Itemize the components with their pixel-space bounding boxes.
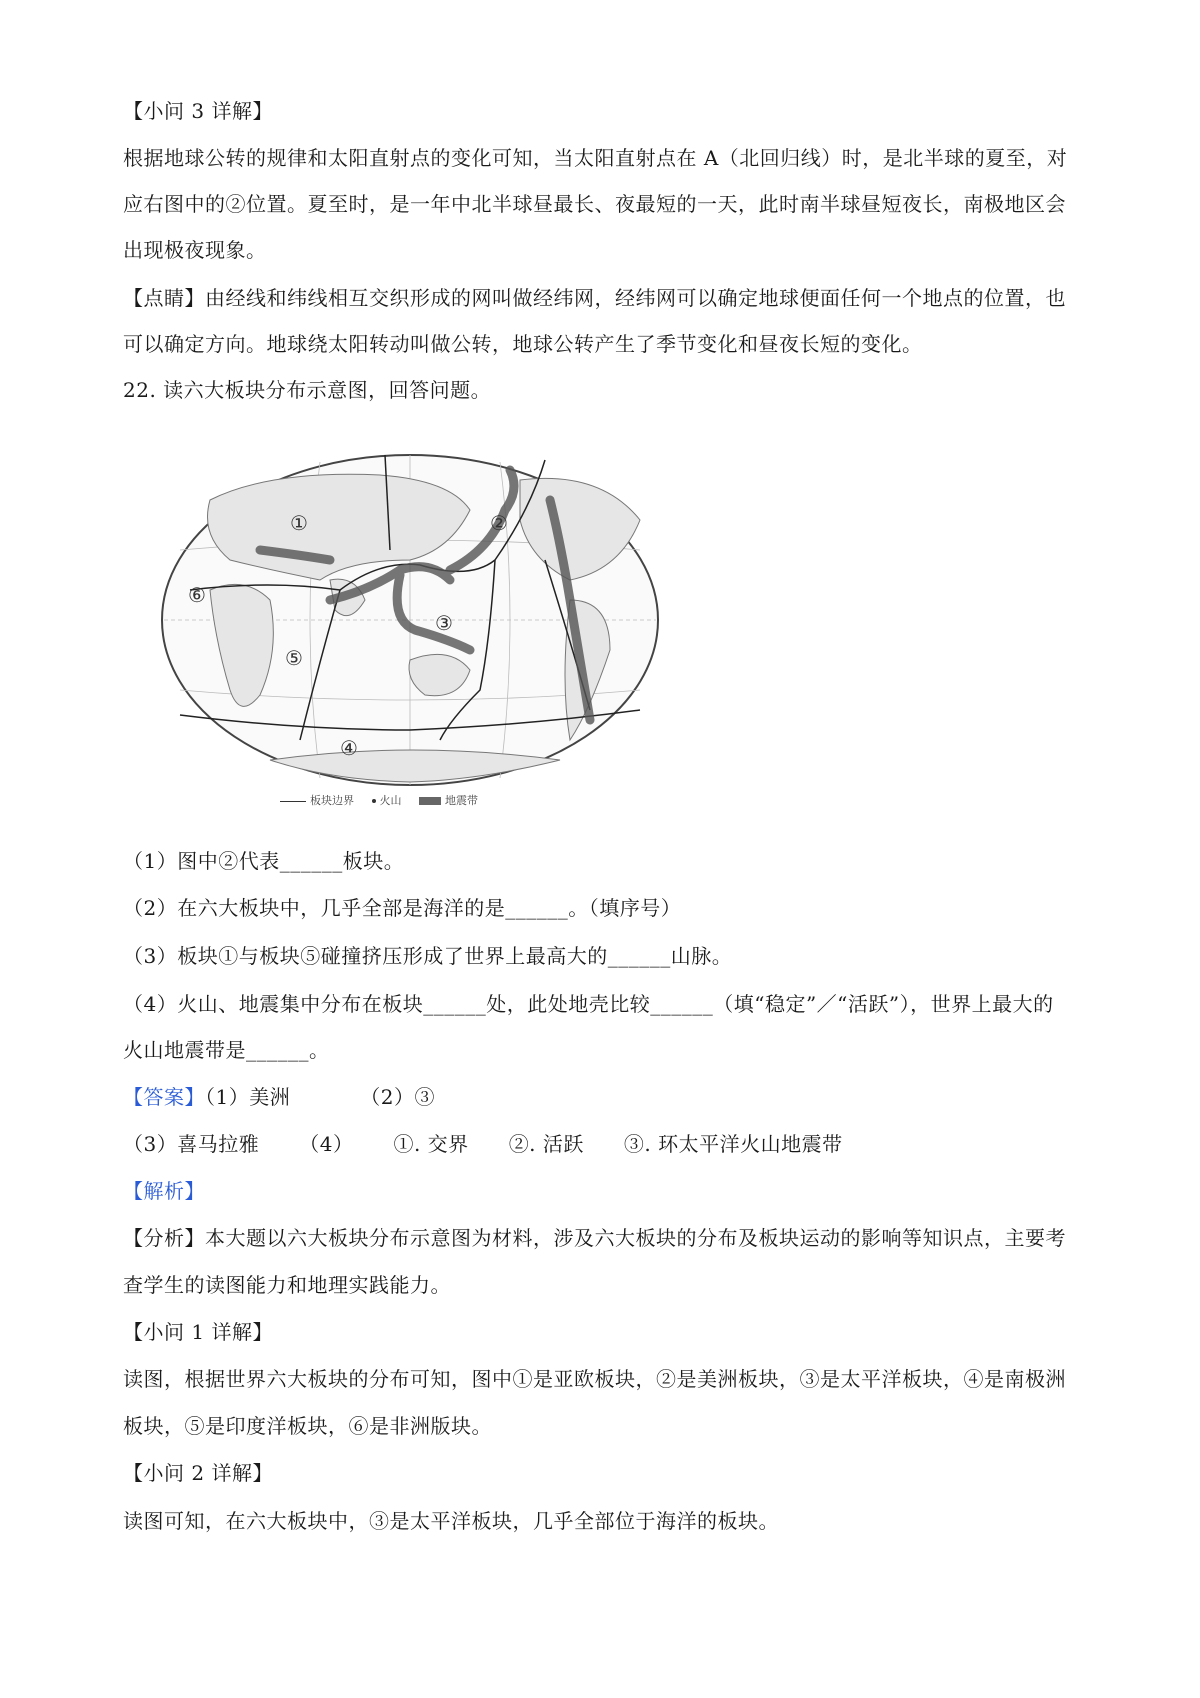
legend-boundary: 板块边界 — [280, 794, 354, 807]
answer-3: （3）喜马拉雅 — [123, 1132, 260, 1156]
answer-line-2 — [123, 1130, 1113, 1158]
answer-1: （1）美洲 — [205, 1085, 291, 1109]
answer-4c: ③. 环太平洋火山地震带 — [623, 1132, 843, 1156]
fenxi-line-2: 查学生的读图能力和地理实践能力。 — [123, 1273, 451, 1297]
map-legend — [280, 792, 492, 808]
paragraph-line: 读图可知，在六大板块中，③是太平洋板块，几乎全部位于海洋的板块。 — [123, 1509, 779, 1533]
answer-label: 【答案】 — [123, 1085, 205, 1109]
paragraph-line: 板块，⑤是印度洋板块，⑥是非洲版块。 — [123, 1414, 492, 1438]
subquestion-3-heading: 【小问 3 详解】 — [123, 99, 273, 123]
question-4-line-1: （4）火山、地震集中分布在板块______处，此处地壳比较______（填“稳定”／“活跃”），世界上最大的 — [123, 992, 1054, 1016]
answer-2: （2）③ — [360, 1085, 435, 1109]
fenxi-line-1: 【分析】本大题以六大板块分布示意图为材料，涉及六大板块的分布及板块运动的影响等知识点，主要考 — [123, 1226, 1066, 1250]
dianjing-line: 【点睛】由经线和纬线相互交织形成的网叫做经纬网，经纬网可以确定地球便面任何一个地点的位置，也 — [123, 286, 1066, 310]
paragraph-line: 读图，根据世界六大板块的分布可知，图中①是亚欧板块，②是美洲板块，③是太平洋板块，④是南极洲 — [123, 1367, 1066, 1391]
answer-4b: ②. 活跃 — [508, 1132, 584, 1156]
volcano-dot-icon — [372, 799, 376, 803]
question-1: （1）图中②代表______板块。 — [123, 849, 405, 873]
six-plates-map — [150, 440, 670, 810]
paragraph-line: 应右图中的②位置。夏至时，是一年中北半球昼最长、夜最短的一天，此时南半球昼短夜长，南极地区会 — [123, 192, 1066, 216]
boundary-line-icon — [280, 801, 306, 802]
plate-label-1: ① — [290, 511, 308, 535]
analysis-heading: 【解析】 — [123, 1179, 205, 1203]
subquestion-1-heading: 【小问 1 详解】 — [123, 1320, 273, 1344]
seismic-belt-icon — [419, 797, 441, 805]
plate-label-3: ③ — [435, 611, 453, 635]
question-22-title: 22. 读六大板块分布示意图，回答问题。 — [123, 378, 492, 402]
answer-4a: ①. 交界 — [393, 1132, 469, 1156]
paragraph-line: 出现极夜现象。 — [123, 238, 267, 262]
legend-quake: 地震带 — [419, 794, 478, 807]
answer-line-1 — [123, 1083, 1113, 1111]
plate-label-2: ② — [490, 511, 508, 535]
answer-4: （4） — [299, 1132, 354, 1156]
question-2: （2）在六大板块中，几乎全部是海洋的是______。（填序号） — [123, 896, 682, 920]
legend-volcano: 火山 — [372, 794, 402, 807]
plate-label-6: ⑥ — [188, 583, 206, 607]
question-3: （3）板块①与板块⑤碰撞挤压形成了世界上最高大的______山脉。 — [123, 944, 733, 968]
plate-label-4: ④ — [340, 736, 358, 760]
paragraph-line: 根据地球公转的规律和太阳直射点的变化可知，当太阳直射点在 A（北回归线）时，是北半球的夏至，对 — [123, 146, 1068, 170]
paragraph-line: 可以确定方向。地球绕太阳转动叫做公转，地球公转产生了季节变化和昼夜长短的变化。 — [123, 332, 923, 356]
subquestion-2-heading: 【小问 2 详解】 — [123, 1461, 273, 1485]
plate-label-5: ⑤ — [285, 646, 303, 670]
question-4-line-2: 火山地震带是______。 — [123, 1038, 330, 1062]
